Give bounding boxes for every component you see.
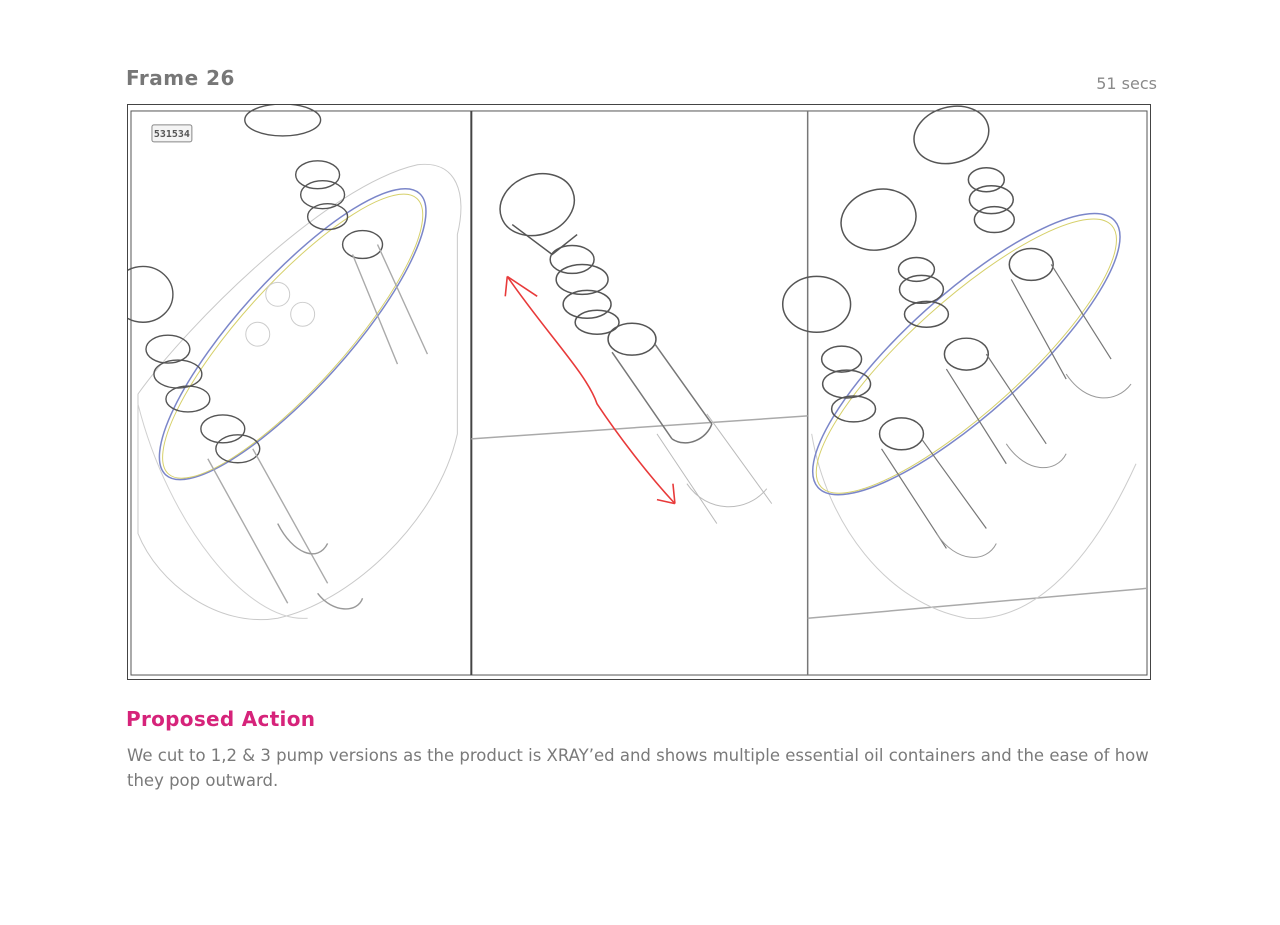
sketch-illustration (128, 105, 1150, 679)
proposed-action-text: We cut to 1,2 & 3 pump versions as the product is XRAY’ed and shows multiple essential oil containers and the ease of how they pop outward. (127, 746, 1149, 790)
frame-title: Frame 26 (126, 66, 235, 90)
proposed-action-heading: Proposed Action (126, 707, 316, 731)
panel-three-pump (778, 105, 1150, 619)
inner-border (131, 111, 1147, 675)
stamp-label (152, 125, 192, 142)
stamp-text: 531534 (153, 128, 190, 140)
panel-one-pump (471, 164, 807, 524)
panel-two-pump (128, 105, 461, 620)
storyboard-sketch (127, 104, 1151, 680)
frame-duration: 51 secs (1096, 74, 1157, 93)
